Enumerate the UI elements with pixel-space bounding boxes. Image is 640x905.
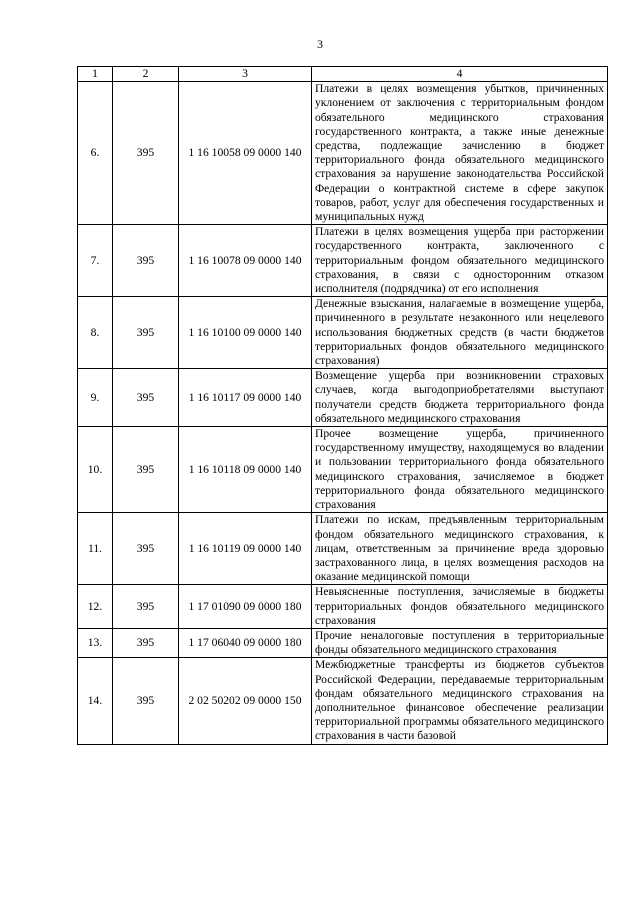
- revenue-description: Прочие неналоговые поступления в территориальные фонды обязательного медицинского страхования: [312, 628, 608, 657]
- budget-classification-code: 1 17 01090 09 0000 180: [179, 585, 312, 629]
- row-number: 10.: [78, 427, 113, 513]
- budget-revenue-table: [77, 66, 608, 745]
- page-number: 3: [317, 37, 323, 51]
- administrator-code: 395: [113, 427, 179, 513]
- administrator-code: 395: [113, 369, 179, 427]
- revenue-description: Платежи в целях возмещения ущерба при расторжении государственного контракта, заключенного с территориальным фондом обязательного медицинского страхования, в связи с односторонним отказом исполнителя (подрядчика) от его исполнения: [312, 225, 608, 297]
- administrator-code: 395: [113, 513, 179, 585]
- row-number: 11.: [78, 513, 113, 585]
- table-row: [78, 628, 608, 657]
- budget-classification-code: 1 16 10119 09 0000 140: [179, 513, 312, 585]
- administrator-code: 395: [113, 658, 179, 744]
- row-number: 9.: [78, 369, 113, 427]
- administrator-code: 395: [113, 585, 179, 629]
- budget-classification-code: 1 16 10100 09 0000 140: [179, 297, 312, 369]
- budget-classification-code: 1 16 10078 09 0000 140: [179, 225, 312, 297]
- revenue-description: Возмещение ущерба при возникновении страховых случаев, когда выгодоприобретателями выступают получатели средств бюджета территориального фонда обязательного медицинского страхования: [312, 369, 608, 427]
- budget-classification-code: 1 16 10058 09 0000 140: [179, 82, 312, 225]
- administrator-code: 395: [113, 297, 179, 369]
- revenue-description: Денежные взыскания, налагаемые в возмещение ущерба, причиненного в результате незаконного или нецелевого использования бюджетных средств (в части бюджетов территориальных фондов обязательного медицинского страхования): [312, 297, 608, 369]
- administrator-code: 395: [113, 225, 179, 297]
- table-row: [78, 585, 608, 629]
- row-number: 7.: [78, 225, 113, 297]
- table-row: [78, 513, 608, 585]
- column-header-2: 2: [113, 67, 179, 82]
- column-header-1: 1: [78, 67, 113, 82]
- revenue-description: Платежи в целях возмещения убытков, причиненных уклонением от заключения с территориальным фондом обязательного медицинского страхования государственного контракта, а также иные денежные средства, подлежащие зачислению в бюджет территориального фонда обязательного медицинского страхования за нарушение законодательства Российской Федерации о контрактной системе в сфере закупок товаров, работ, услуг для обеспечения государственных и муниципальных нужд: [312, 82, 608, 225]
- row-number: 12.: [78, 585, 113, 629]
- table-row: [78, 225, 608, 297]
- row-number: 14.: [78, 658, 113, 744]
- table-row: [78, 82, 608, 225]
- revenue-description: Прочее возмещение ущерба, причиненного государственному имуществу, находящемуся во владении и пользовании территориального фонда обязательного медицинского страхования, зачисляемое в бюджет территориального фонда обязательного медицинского страхования: [312, 427, 608, 513]
- administrator-code: 395: [113, 82, 179, 225]
- table-header-row: [78, 67, 608, 82]
- column-header-4: 4: [312, 67, 608, 82]
- table-row: [78, 427, 608, 513]
- budget-classification-code: 1 16 10117 09 0000 140: [179, 369, 312, 427]
- revenue-description: Платежи по искам, предъявленным территориальным фондом обязательного медицинского страхования, к лицам, ответственным за причинение вреда здоровью застрахованного лица, в целях возмещения расходов на оказание медицинской помощи: [312, 513, 608, 585]
- column-header-3: 3: [179, 67, 312, 82]
- budget-classification-code: 1 17 06040 09 0000 180: [179, 628, 312, 657]
- budget-classification-code: 2 02 50202 09 0000 150: [179, 658, 312, 744]
- row-number: 6.: [78, 82, 113, 225]
- table-row: [78, 297, 608, 369]
- row-number: 8.: [78, 297, 113, 369]
- table-row: [78, 369, 608, 427]
- table-row: [78, 658, 608, 744]
- administrator-code: 395: [113, 628, 179, 657]
- revenue-description: Межбюджетные трансферты из бюджетов субъектов Российской Федерации, передаваемые территориальным фондам обязательного медицинского страхования на дополнительное финансовое обеспечение реализации территориальной программы обязательного медицинского страхования в части базовой: [312, 658, 608, 744]
- row-number: 13.: [78, 628, 113, 657]
- revenue-description: Невыясненные поступления, зачисляемые в бюджеты территориальных фондов обязательного медицинского страхования: [312, 585, 608, 629]
- budget-classification-code: 1 16 10118 09 0000 140: [179, 427, 312, 513]
